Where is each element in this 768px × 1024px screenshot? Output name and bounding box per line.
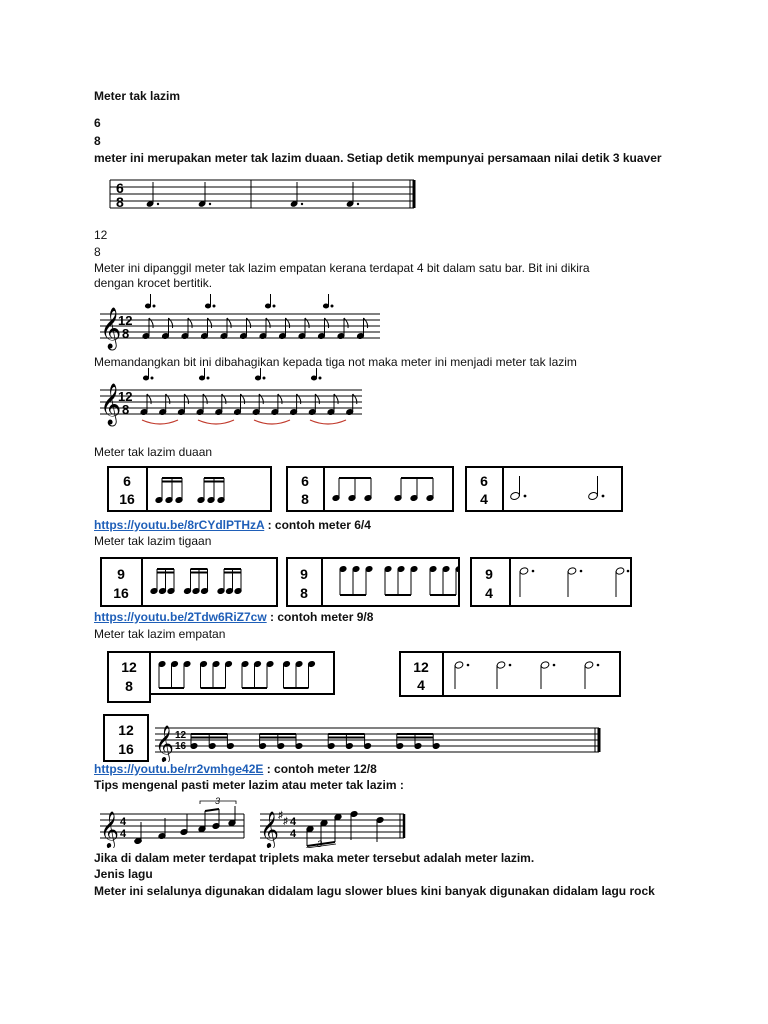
box-ts-top: 9 [485, 566, 493, 582]
treble-clef-icon: 𝄞 [260, 811, 279, 847]
meter-box-12-16 [103, 714, 603, 762]
staff-12-8-grouped [98, 368, 368, 430]
meter-description: meter ini merupakan meter tak lazim duaan. Setiap detik mempunyai persamaan nilai detik 3 kuaver [94, 151, 662, 165]
youtube-link-row [94, 610, 373, 625]
ts-denominator: 4 [290, 828, 297, 840]
box-ts-bottom: 16 [113, 585, 129, 601]
triplet-mark: 3 [317, 839, 323, 848]
box-ts-bottom: 8 [301, 491, 309, 507]
ts-numerator: 6 [116, 180, 124, 196]
page-title: Meter tak lazim [94, 89, 181, 103]
genre-description: Meter ini selalunya digunakan didalam lagu slower blues kini banyak digunakan didalam lagu rock [94, 884, 655, 898]
meter-box-12-8 [107, 651, 335, 703]
link-note: : contoh meter 6/4 [267, 518, 371, 532]
meter-box-6-4 [465, 466, 623, 512]
box-ts-top: 6 [301, 473, 309, 489]
box-ts-top: 9 [117, 566, 125, 582]
meter-description: Meter ini dipanggil meter tak lazim empatan kerana terdapat 4 bit dalam satu bar. Bit ini dikira [94, 261, 590, 275]
section-heading: Tips mengenal pasti meter lazim atau meter tak lazim : [94, 778, 404, 792]
youtube-link[interactable]: https://youtu.be/2Tdw6RiZ7cw [94, 610, 267, 624]
box-ts-bottom: 16 [119, 491, 135, 507]
meter-box-9-8 [286, 557, 460, 607]
youtube-link-row [94, 762, 377, 777]
youtube-link[interactable]: https://youtu.be/rr2vmhge42E [94, 762, 264, 776]
triplet-examples [98, 796, 410, 848]
ts-denominator: 8 [116, 194, 124, 210]
box-ts-bottom: 8 [300, 585, 308, 601]
ts-denominator: 8 [122, 402, 130, 417]
treble-clef-icon: 𝄞 [100, 383, 122, 424]
tips-conclusion: Jika di dalam meter terdapat triplets maka meter tersebut adalah meter lazim. [94, 851, 535, 865]
box-ts-bottom: 8 [125, 678, 133, 694]
time-signature-top: 12 [94, 228, 108, 242]
box-ts-top: 6 [123, 473, 131, 489]
box-ts-top: 9 [300, 566, 308, 582]
time-signature-bottom: 8 [94, 134, 101, 148]
link-note: : contoh meter 9/8 [270, 610, 374, 624]
ts-numerator: 12 [118, 389, 133, 404]
box-ts-bottom: 4 [480, 491, 488, 507]
meter-description-cont: dengan krocet bertitik. [94, 276, 213, 290]
meter-box-6-8 [286, 466, 454, 512]
ts-denominator: 4 [120, 828, 127, 840]
link-note: : contoh meter 12/8 [266, 762, 377, 776]
treble-clef-icon: 𝄞 [100, 811, 119, 847]
box-ts-top: 6 [480, 473, 488, 489]
box-ts-top: 12 [118, 722, 134, 738]
ts-denominator: 8 [122, 326, 130, 341]
youtube-link[interactable]: https://youtu.be/8rCYdlPTHzA [94, 518, 265, 532]
time-signature-bottom: 8 [94, 245, 101, 259]
sharp-icon: ♯ [278, 810, 283, 821]
section-heading: Meter tak lazim tigaan [94, 534, 212, 548]
box-ts-top: 12 [121, 659, 137, 675]
box-ts-top: 12 [413, 659, 429, 675]
section-heading: Jenis lagu [94, 867, 153, 881]
ts-numerator: 4 [120, 816, 127, 828]
box-ts-bottom: 16 [118, 741, 134, 757]
youtube-link-row [94, 518, 371, 533]
triplet-mark: 3 [215, 796, 221, 806]
box-ts-bottom: 4 [417, 677, 425, 693]
meter-box-12-4 [399, 651, 621, 697]
treble-clef-icon: 𝄞 [100, 307, 122, 348]
sharp-icon: ♯ [283, 816, 288, 827]
staff-12-8-beats [98, 292, 388, 352]
meter-box-6-16 [107, 466, 272, 512]
meter-description-grouping: Memandangkan bit ini dibahagikan kepada tiga not maka meter ini menjadi meter tak lazim [94, 355, 577, 369]
staff-6-8 [106, 174, 418, 214]
ts-numerator: 4 [290, 816, 297, 828]
box-ts-bottom: 4 [485, 585, 493, 601]
meter-box-9-4 [470, 557, 632, 607]
ts-denominator: 16 [175, 741, 187, 752]
treble-clef-icon: 𝄞 [155, 725, 174, 761]
time-signature-top: 6 [94, 116, 101, 130]
section-heading: Meter tak lazim duaan [94, 445, 213, 459]
section-heading: Meter tak lazim empatan [94, 627, 226, 641]
ts-numerator: 12 [118, 313, 133, 328]
ts-numerator: 12 [175, 730, 187, 741]
meter-box-9-16 [100, 557, 278, 607]
